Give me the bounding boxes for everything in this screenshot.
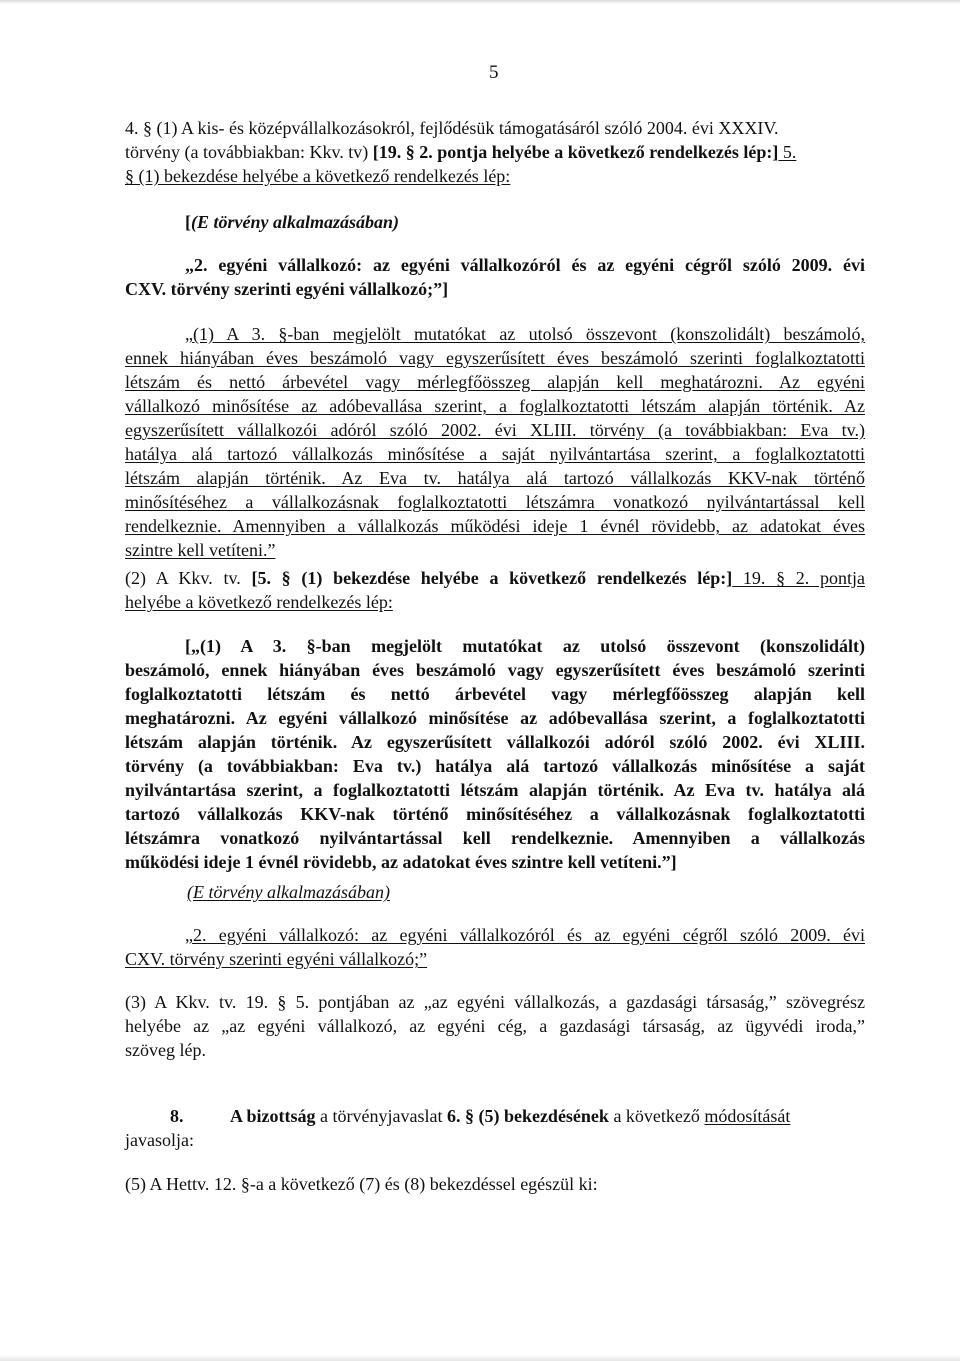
- item8-modification: módosítását: [704, 1106, 791, 1126]
- deleted-paragraph-line: meghatározni. Az egyéni vállalkozó minősítése az adóbevallása szerint, a foglalkoztatotti: [125, 708, 865, 728]
- new-paragraph-1: [125, 322, 865, 562]
- item8-text2: a következő: [608, 1106, 705, 1126]
- scan-edge-top: [0, 0, 960, 4]
- deleted-paragraph-line: tartozó vállalkozás KKV-nak történő minősítéséhez a vállalkozásnak foglalkoztatotti: [125, 804, 865, 824]
- item4-line3: § (1) bekezdése helyébe a következő rendelkezés lép:: [125, 166, 511, 186]
- item8-target: 6. § (5) bekezdésének: [446, 1106, 609, 1126]
- item4-line1: 4. § (1) A kis- és középvállalkozásokról, fejlődésük támogatásáról szóló 2004. évi XXXIV.: [125, 118, 779, 138]
- amendment-item-5: (5) A Hettv. 12. §-a a következő (7) és (8) bekezdéssel egészül ki:: [125, 1174, 598, 1194]
- item2-plain: (2) A Kkv. tv.: [125, 568, 252, 588]
- new-definition: [125, 923, 865, 971]
- item3-line1: (3) A Kkv. tv. 19. § 5. pontjában az „az egyéni vállalkozás, a gazdasági társaság,” szövegrész: [125, 992, 865, 1012]
- item2-line1: [125, 566, 865, 590]
- amendment-item-2: [125, 566, 865, 614]
- deleted-paragraph-line: létszámra vonatkozó nyilvántartással kell rendelkeznie. Amennyiben a vállalkozás: [125, 828, 865, 848]
- new-paragraph-line: „(1) A 3. §-ban megjelölt mutatókat az utolsó összevont (konszolidált) beszámoló,: [185, 324, 865, 344]
- context1-text: (E törvény alkalmazásában): [191, 212, 400, 232]
- new-definition-line2: CXV. törvény szerinti egyéni vállalkozó;”: [125, 949, 428, 969]
- item8-number: 8.: [170, 1106, 184, 1126]
- deleted-paragraph-line: nyilvántartása szerint, a foglalkoztatotti létszám alapján történik. Az Eva tv. hatálya alá: [125, 780, 865, 800]
- new-paragraph-line: létszám és nettó árbevétel vagy mérlegfőösszeg alapján kell meghatározni. Az egyéni: [125, 372, 865, 392]
- context-heading-new: (E törvény alkalmazásában): [187, 882, 390, 902]
- deleted-paragraph-line: beszámoló, ennek hiányában éves beszámoló vagy egyszerűsített éves beszámoló szerinti: [125, 660, 865, 680]
- scan-edge-bottom: [0, 1355, 960, 1361]
- item8-line1: [125, 1104, 865, 1128]
- amendment-item-3: [125, 990, 865, 1062]
- item2-line2: helyébe a következő rendelkezés lép:: [125, 592, 393, 612]
- deleted-paragraph: [125, 634, 865, 874]
- deleted-paragraph-line: [„(1) A 3. §-ban megjelölt mutatókat az utolsó összevont (konszolidált): [185, 636, 865, 656]
- item2-new-reference: 19. § 2. pontja: [732, 568, 865, 588]
- page-number: 5: [489, 62, 499, 83]
- item8-text1: a törvényjavaslat: [315, 1106, 447, 1126]
- deleted-paragraph-line: törvény (a továbbiakban: Eva tv.) hatálya alá tartozó vállalkozás minősítése a saját: [125, 756, 865, 776]
- item4-line2: [125, 140, 865, 164]
- new-paragraph-line: ennek hiányában éves beszámoló vagy egyszerűsített éves beszámoló szerinti foglalkoztatotti: [125, 348, 865, 368]
- new-paragraph-line: szintre kell vetíteni.”: [125, 540, 276, 560]
- new-paragraph-line: vállalkozó minősítése az adóbevallása szerint, a foglalkoztatotti létszám alapján történik. Az: [125, 396, 865, 416]
- item4-line2-plain: törvény (a továbbiakban: Kkv. tv): [125, 142, 373, 162]
- context-heading-deleted: [185, 210, 865, 234]
- new-paragraph-line: minősítéséhez a vállalkozásnak foglalkoztatotti létszámra vonatkozó nyilvántartással kell: [125, 492, 865, 512]
- amendment-item-4: [125, 116, 865, 188]
- item4-new-reference: 5.: [778, 142, 797, 162]
- deleted-paragraph-line: létszám alapján történik. Az egyszerűsített vállalkozói adóról szóló 2002. évi XLIII.: [125, 732, 865, 752]
- item2-deleted-reference: [5. § (1) bekezdése helyébe a következő rendelkezés lép:]: [251, 568, 733, 588]
- new-paragraph-line: egyszerűsített vállalkozói adóról szóló 2002. évi XLIII. törvény (a továbbiakban: Eva tv.): [125, 420, 865, 440]
- new-paragraph-line: hatálya alá tartozó vállalkozás minősítése a saját nyilvántartása szerint, a foglalkoztatotti: [125, 444, 865, 464]
- item3-line2: helyébe az „az egyéni vállalkozó, az egyéni cég, a gazdasági társaság, az ügyvédi iroda,”: [125, 1016, 865, 1036]
- context1-bracket: [: [185, 212, 191, 232]
- amendment-item-8: [125, 1104, 865, 1152]
- deleted-definition: [125, 253, 865, 301]
- deleted-paragraph-line: működési ideje 1 évnél rövidebb, az adatokat éves szintre kell vetíteni.”]: [125, 852, 677, 872]
- deleted-definition-line1: „2. egyéni vállalkozó: az egyéni vállalkozóról és az egyéni cégről szóló 2009. évi: [185, 255, 865, 275]
- deleted-paragraph-line: foglalkoztatotti létszám és nettó árbevétel vagy mérlegfőösszeg alapján kell: [125, 684, 865, 704]
- item8-committee: A bizottság: [230, 1106, 316, 1126]
- item4-deleted-reference: [19. § 2. pontja helyébe a következő rendelkezés lép:]: [372, 142, 779, 162]
- new-paragraph-line: létszám alapján történik. Az Eva tv. hatálya alá tartozó vállalkozás KKV-nak történő: [125, 468, 865, 488]
- new-paragraph-line: rendelkeznie. Amennyiben a vállalkozás működési ideje 1 évnél rövidebb, az adatokat éves: [125, 516, 865, 536]
- item8-line2: javasolja:: [125, 1130, 194, 1150]
- new-definition-line1: „2. egyéni vállalkozó: az egyéni vállalkozóról és az egyéni cégről szóló 2009. évi: [185, 925, 865, 945]
- deleted-definition-line2: CXV. törvény szerinti egyéni vállalkozó;”]: [125, 279, 449, 299]
- item3-line3: szöveg lép.: [125, 1040, 206, 1060]
